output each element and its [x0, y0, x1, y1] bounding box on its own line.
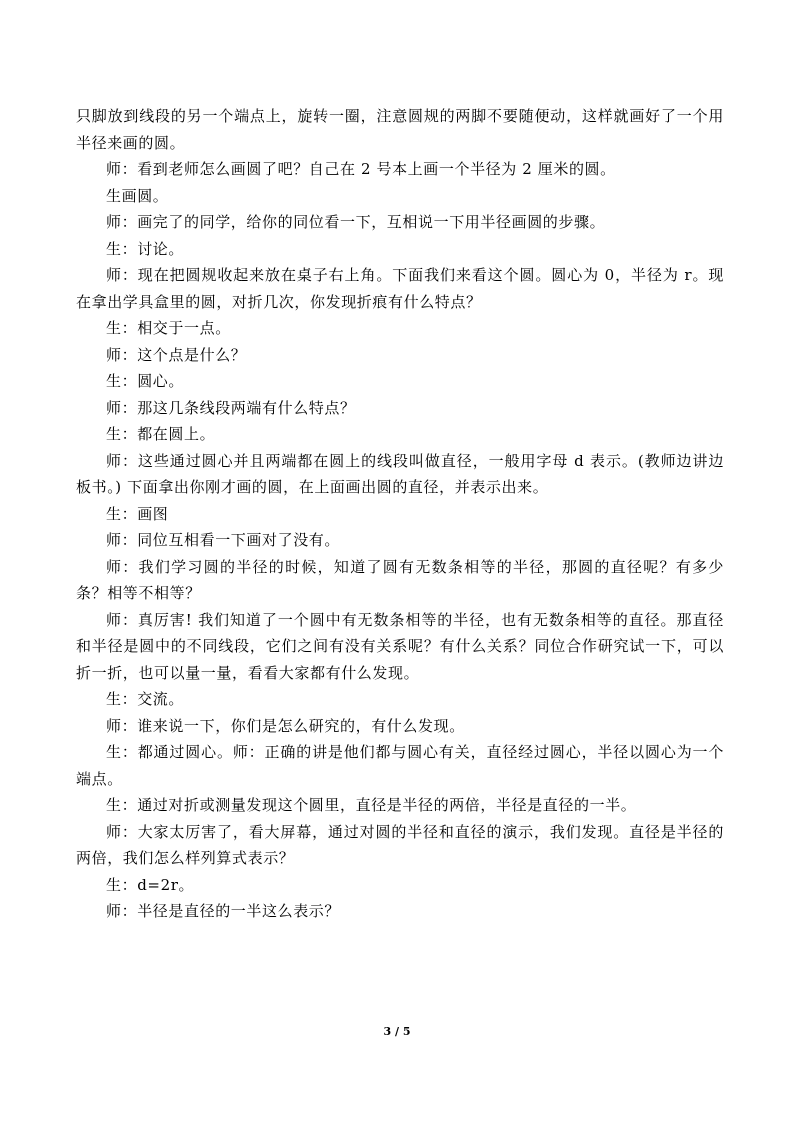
paragraph: 师：谁来说一下，你们是怎么研究的，有什么发现。 — [106, 716, 465, 735]
paragraph: 师：真厉害! 我们知道了一个圆中有无数条相等的半径，也有无数条相等的直径。那直径和半径是圆中的不同线段，它们之间有没有关系呢？有什么关系？同位合作研究试一下，可以折一折，也可以量一量，看看大家都有什么发现。 — [76, 610, 724, 682]
paragraph: 生：讨论。 — [106, 239, 185, 258]
paragraph: 生：交流。 — [106, 690, 185, 708]
paragraph: 师：大家太厉害了，看大屏幕，通过对圆的半径和直径的演示，我们发现。直径是半径的两倍，我们怎么样列算式表示？ — [76, 822, 724, 867]
paragraph: 师：这个点是什么？ — [106, 345, 247, 364]
paragraph: 师：这些通过圆心并且两端都在圆上的线段叫做直径，一般用字母 d 表示。(教师边讲边板书。) 下面拿出你刚才画的圆，在上面画出圆的直径，并表示出来。 — [76, 451, 724, 496]
paragraph: 生：d=2r。 — [106, 875, 195, 894]
paragraph: 生画圆。 — [106, 186, 169, 205]
paragraph: 生：圆心。 — [106, 372, 185, 390]
paragraph: 师：半径是直径的一半这么表示？ — [106, 902, 341, 920]
paragraph: 生：都在圆上。 — [106, 425, 216, 443]
page-number: 3 / 5 — [383, 1025, 411, 1038]
paragraph: 生：相交于一点。 — [106, 319, 231, 337]
document-body — [76, 103, 724, 925]
paragraph: 只脚放到线段的另一个端点上，旋转一圈，注意圆规的两脚不要随便动，这样就画好了一个用半径来画的圆。 — [76, 107, 724, 152]
paragraph: 师：看到老师怎么画圆了吧？自己在 2 号本上画一个半径为 2 厘米的圆。 — [106, 160, 616, 178]
paragraph: 生：通过对折或测量发现这个圆里，直径是半径的两倍，半径是直径的一半。 — [106, 796, 637, 814]
paragraph: 师：现在把圆规收起来放在桌子右上角。下面我们来看这个圆。圆心为 0，半径为 r。现在拿出学具盒里的圆，对折几次，你发现折痕有什么特点？ — [76, 266, 724, 311]
paragraph: 师：我们学习圆的半径的时候，知道了圆有无数条相等的半径，那圆的直径呢？有多少条？相等不相等？ — [76, 557, 724, 602]
paragraph: 师：画完了的同学，给你的同位看一下，互相说一下用半径画圆的步骤。 — [106, 213, 606, 231]
paragraph: 生：都通过圆心。师：正确的讲是他们都与圆心有关，直径经过圆心，半径以圆心为一个端点。 — [76, 743, 724, 788]
paragraph: 师：那这几条线段两端有什么特点？ — [106, 398, 356, 417]
paragraph: 生：画图 — [106, 504, 169, 523]
paragraph: 师：同位互相看一下画对了没有。 — [106, 531, 341, 549]
